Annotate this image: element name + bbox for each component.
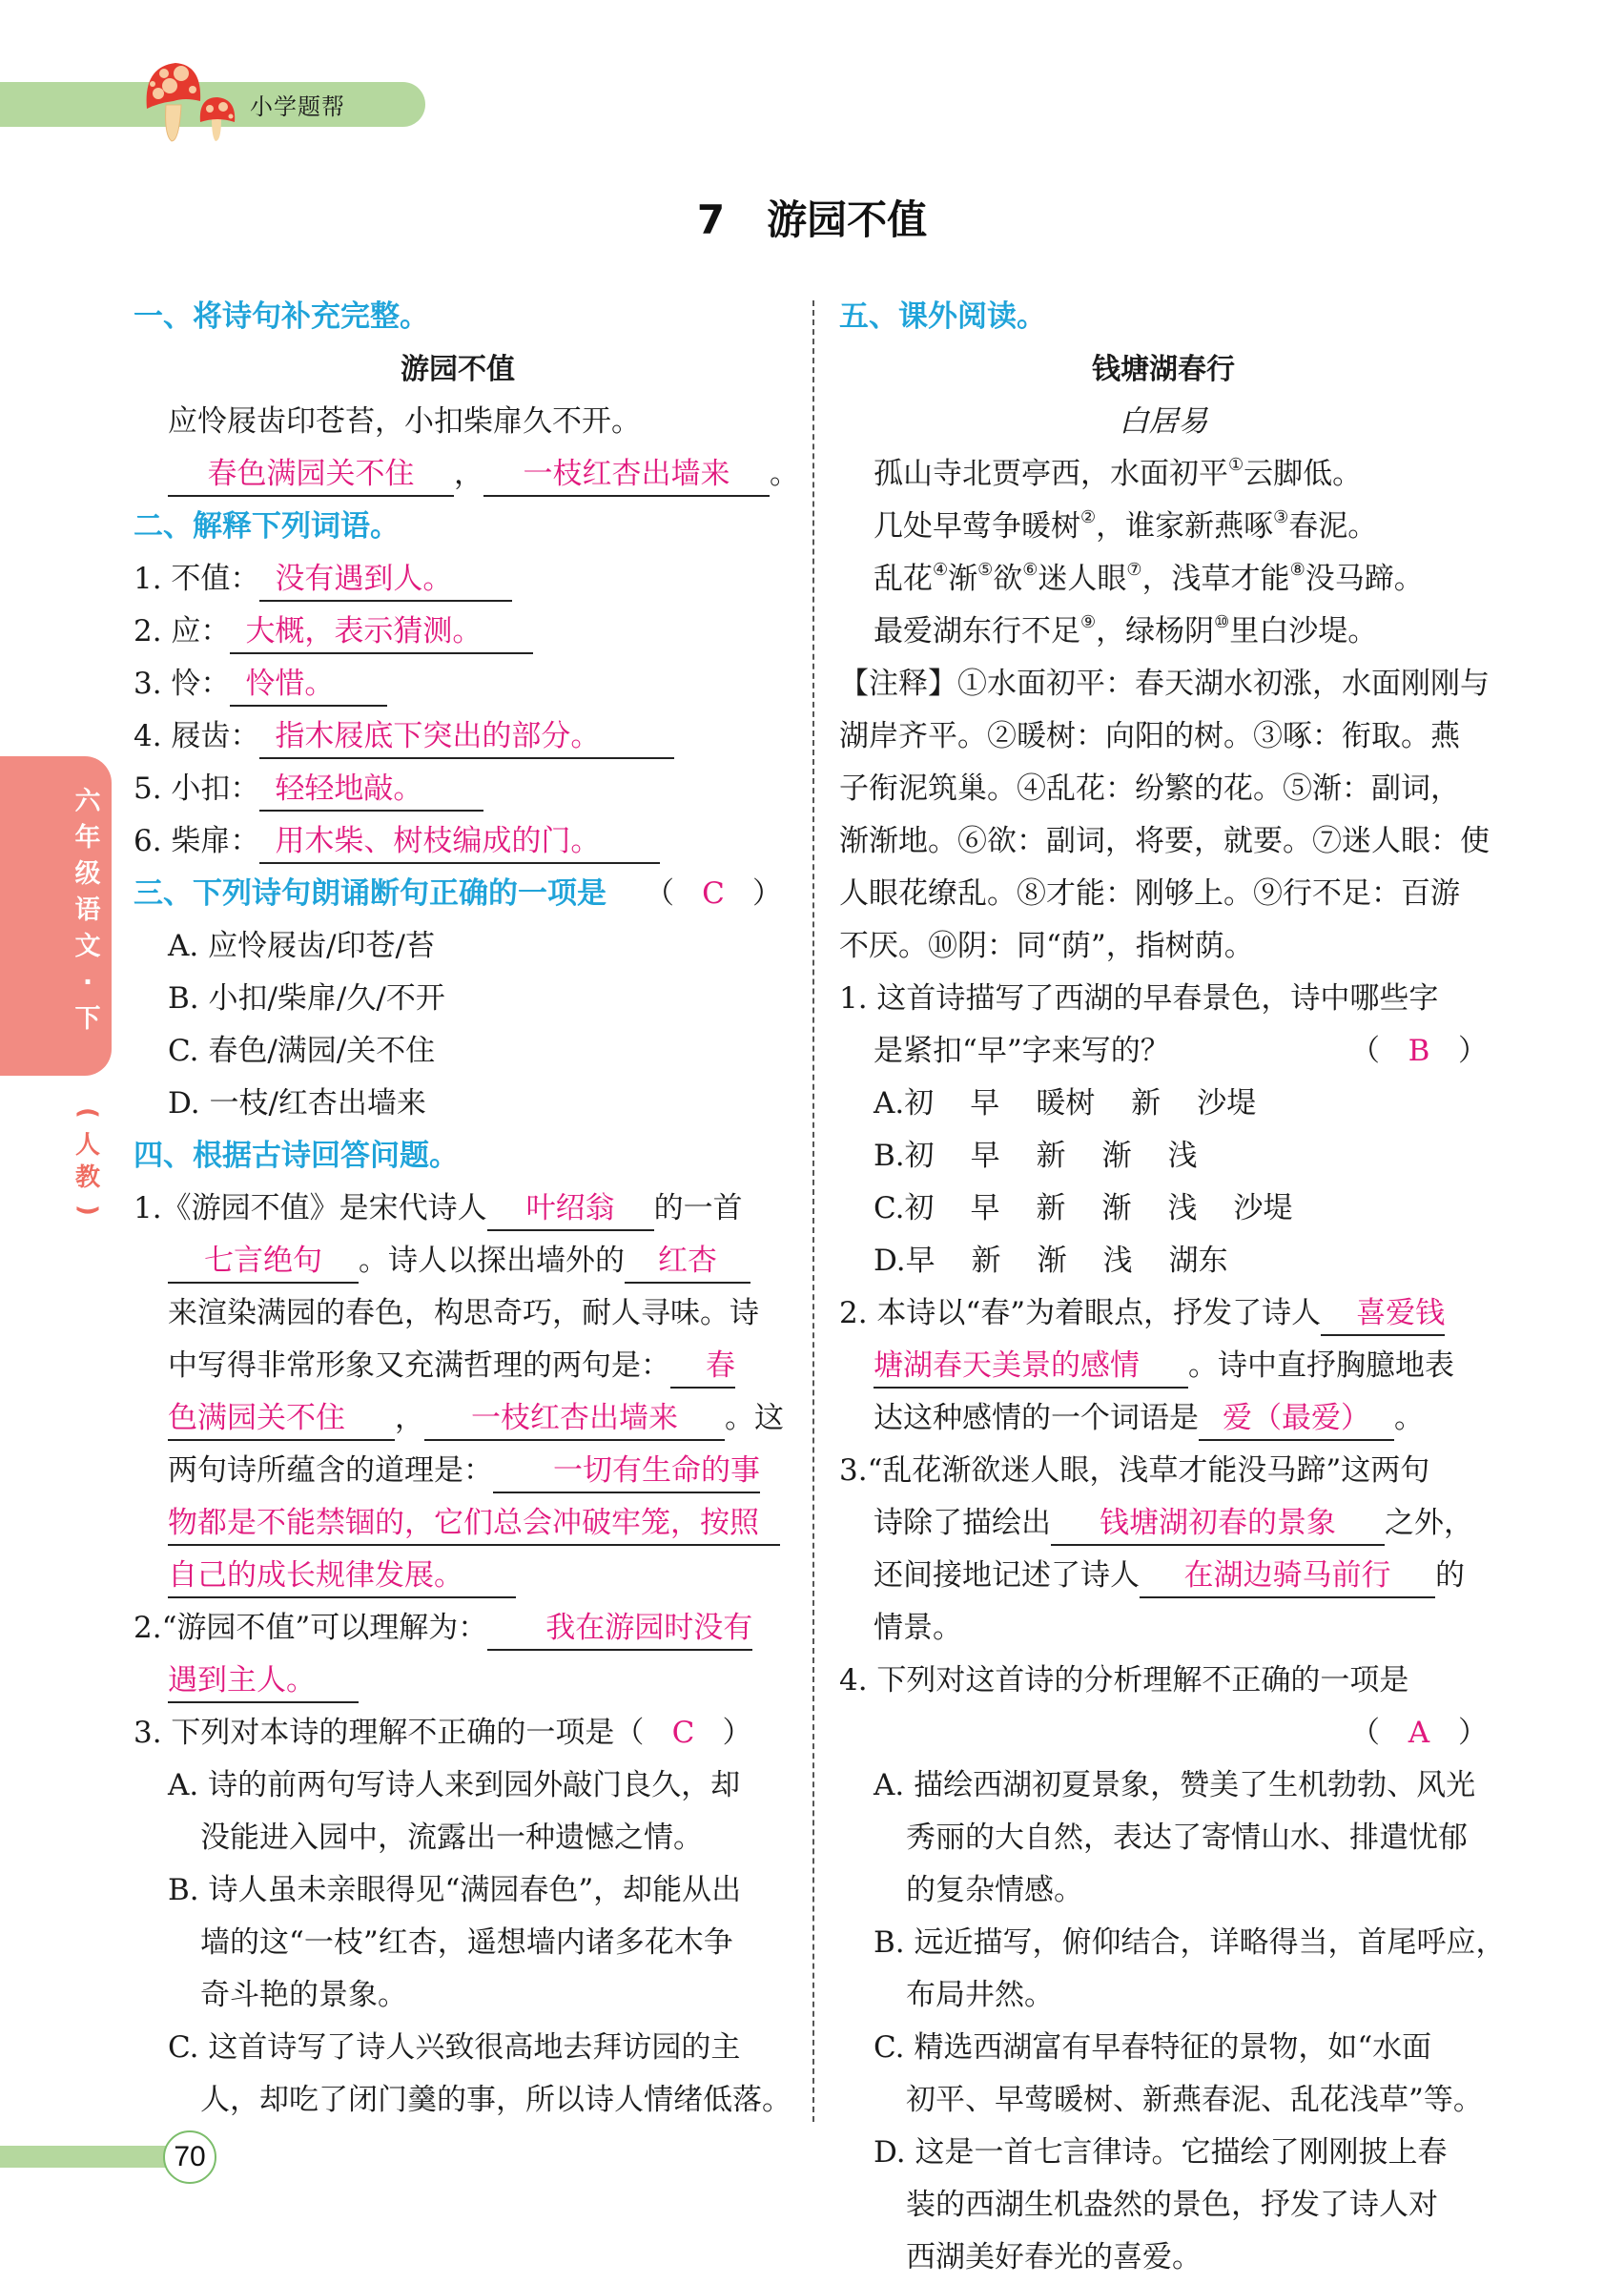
question-5-1: 1. 这首诗描写了西湖的早春景色，诗中哪些字 是紧扣“早”字来写的？ （ B ） A.初 早 暖树 新 沙堤 B.初 早 新 渐 浅 C.初 早 新 渐 浅 沙堤 D.早 新 渐 浅 湖东 (839, 973, 1488, 1287)
poem-author: 白居易 (1119, 404, 1208, 439)
answer-blank[interactable]: 物都是不能禁锢的，它们总会冲破牢笼，按照 (168, 1502, 780, 1546)
section-heading-3 (134, 868, 782, 920)
poem-title: 游园不值 (401, 353, 515, 386)
punct: ， (454, 457, 483, 491)
edition-char: ( (73, 1107, 102, 1119)
option-cont: 人，却吃了闭门羹的事，所以诗人情绪低落。 (200, 2083, 791, 2117)
vocab-label: 4. 屐齿： (134, 719, 260, 753)
answer-blank[interactable]: 一枝红杏出墙来 (424, 1397, 725, 1441)
poem-line: 应怜屐齿印苍苔，小扣柴扉久不开。 (168, 404, 641, 439)
vocab-item (134, 553, 782, 606)
tab-char: 六 (74, 787, 101, 816)
poem-title: 钱塘湖春行 (1092, 353, 1235, 386)
edition-label (70, 1097, 106, 1226)
footnote-mark: ⑦ (1126, 560, 1142, 580)
question-5-4: 4. 下列对这首诗的分析理解不正确的一项是 （ A ） A. 描绘西湖初夏景象，赞美了生机勃勃、风光 秀丽的大自然，表达了寄情山水、排遣忧郁 的复杂情感。 B. 远近描写，俯仰结合，详略得当，首尾呼应， 布局井然。 C. 精选西湖富有早春特征的景物，如“水面 初平、早莺暖树、新燕春泥、乱花浅草”等。 D. 这是一首七言律诗。它描绘了刚刚披上春 装的西湖生机盎然的景色，抒发了诗人对 西湖美好春光的喜爱。 (839, 1655, 1488, 2284)
lesson-number: 7 (696, 196, 726, 243)
q-text: 4. 下列对这首诗的分析理解不正确的一项是 (839, 1663, 1409, 1698)
edition-char: ) (73, 1204, 102, 1216)
answer-blank[interactable]: 红杏 (625, 1240, 750, 1284)
vocab-label: 2. 应： (134, 614, 231, 648)
tab-char: 语 (74, 895, 101, 925)
page-number: 70 (163, 2130, 216, 2184)
option: C. 这首诗写了诗人兴致很高地去拜访园的主 (168, 2030, 741, 2065)
section-heading-5: 五、课外阅读。 (839, 299, 1046, 334)
choice-answer[interactable]: C (702, 876, 725, 911)
column-divider (812, 300, 814, 2122)
option-cont: 初平、早莺暖树、新燕春泥、乱花浅草”等。 (906, 2083, 1483, 2117)
q-text: 是紧扣“早”字来写的？ (874, 1034, 1170, 1068)
note-line: 渐渐地。⑥欲：副词，将要，就要。⑦迷人眼：使 (839, 824, 1490, 858)
option: B. 诗人虽未亲眼得见“满园春色”，却能从出 (168, 1873, 742, 1907)
footnote-mark: ② (1080, 507, 1097, 527)
poem-text: 几处早莺争暖树 (874, 509, 1080, 544)
left-column (134, 291, 799, 2127)
q-text: 2.“游园不值”可以理解为： (134, 1611, 488, 1645)
option: A.初 早 暖树 新 沙堤 (874, 1086, 1257, 1121)
q-text: 2. 本诗以“春”为着眼点，抒发了诗人 (839, 1296, 1322, 1330)
footnote-mark: ④ (933, 560, 949, 580)
question-4-3 (134, 1707, 791, 2127)
q-text: 。诗人以探出墙外的 (359, 1244, 625, 1278)
tab-char: 年 (74, 823, 101, 853)
q-text: 。这 (725, 1401, 784, 1435)
option: B. 远近描写，俯仰结合，详略得当，首尾呼应， (874, 1925, 1506, 1960)
poem-text: ，浅草才能 (1141, 562, 1290, 596)
choice-answer[interactable]: B (1408, 1034, 1430, 1068)
tab-char: 级 (74, 859, 101, 889)
poem-line (839, 553, 1488, 606)
question-4-1 (134, 1183, 782, 1602)
poem-text: 里白沙堤。 (1229, 614, 1378, 648)
q-text: 达这种感情的一个词语是 (874, 1401, 1199, 1435)
section-heading-4: 四、根据古诗回答问题。 (134, 1139, 459, 1173)
answer-blank[interactable]: 大概，表示猜测。 (230, 610, 533, 654)
poem-text: ，谁家新燕啄 (1096, 509, 1274, 544)
answer-blank[interactable]: 一切有生命的事 (493, 1450, 760, 1493)
answer-blank[interactable]: 在湖边骑马前行 (1140, 1554, 1435, 1598)
answer-blank[interactable]: 轻轻地敲。 (259, 768, 483, 812)
footer-bar (0, 2146, 167, 2168)
option-cont: 西湖美好春光的喜爱。 (906, 2240, 1202, 2274)
poem-text: 最爱湖东行不足 (874, 614, 1080, 648)
option-cont: 布局井然。 (906, 1978, 1054, 2012)
annotations (839, 658, 1488, 973)
answer-blank[interactable]: 用木柴、树枝编成的门。 (259, 820, 660, 864)
section-heading-2: 二、解释下列词语。 (134, 509, 400, 544)
q-text: 两句诗所蕴含的道理是： (168, 1453, 493, 1488)
option-cont: 的复杂情感。 (906, 1873, 1083, 1907)
poem-text: 孤山寺北贾亭西，水面初平 (874, 457, 1228, 491)
tab-char: · (82, 968, 93, 998)
vocab-item (134, 710, 782, 763)
poem-text: 迷人眼 (1038, 562, 1127, 596)
note-line: 子衔泥筑巢。④乱花：纷繁的花。⑤渐：副词， (839, 772, 1460, 806)
option: D.早 新 渐 浅 湖东 (874, 1244, 1228, 1278)
option: C.初 早 新 渐 浅 沙堤 (874, 1191, 1293, 1225)
option: B.初 早 新 渐 浅 (874, 1139, 1198, 1173)
section-heading-1: 一、将诗句补充完整。 (134, 299, 429, 334)
poem-line (839, 606, 1488, 658)
q-text: 的一首 (653, 1191, 743, 1225)
vocab-item (134, 815, 782, 868)
mushroom-icon (145, 59, 250, 145)
answer-blank[interactable]: 一枝红杏出墙来 (483, 453, 770, 497)
answer-blank[interactable]: 叶绍翁 (487, 1187, 654, 1231)
answer-blank[interactable]: 钱塘湖初春的景象 (1051, 1502, 1385, 1546)
option-cont: 墙的这“一枝”红杏，遥想墙内诸多花木争 (200, 1925, 733, 1960)
punct: ， (395, 1401, 424, 1435)
vocab-label: 5. 小扣： (134, 772, 260, 806)
question-5-3 (839, 1445, 1488, 1655)
footnote-mark: ⑤ (977, 560, 994, 580)
q-text: 1. 这首诗描写了西湖的早春景色，诗中哪些字 (839, 981, 1439, 1016)
fill-line (134, 448, 799, 501)
option: D. 一枝/红杏出墙来 (168, 1086, 426, 1121)
punct: 。 (1394, 1401, 1424, 1435)
option: A. 诗的前两句写诗人来到园外敲门良久，却 (168, 1768, 741, 1802)
note-line: 湖岸齐平。②暖树：向阳的树。③啄：衔取。燕 (839, 719, 1460, 753)
answer-blank[interactable]: 爱（最爱） (1199, 1397, 1394, 1441)
lesson-title: 游园不值 (767, 196, 928, 243)
answer-blank[interactable]: 七言绝句 (168, 1240, 359, 1284)
poem-text: 欲 (993, 562, 1023, 596)
choice-answer[interactable]: C (671, 1716, 695, 1750)
question-5-2 (839, 1287, 1488, 1445)
answer-blank[interactable]: 遇到主人。 (168, 1659, 359, 1703)
option: B. 小扣/柴扉/久/不开 (168, 981, 445, 1016)
answer-blank[interactable]: 没有遇到人。 (259, 558, 512, 602)
q-text: 中写得非常形象又充满哲理的两句是： (168, 1348, 670, 1383)
q-text: 1.《游园不值》是宋代诗人 (134, 1191, 487, 1225)
option-cont: 没能进入园中，流露出一种遗憾之情。 (200, 1821, 703, 1855)
q-text: 之外， (1385, 1506, 1473, 1540)
q-text: 3.“乱花渐欲迷人眼，浅草才能没马蹄”这两句 (839, 1453, 1430, 1488)
edition-char: 教 (74, 1163, 100, 1192)
tab-char: 下 (74, 1004, 101, 1034)
vocab-label: 3. 怜： (134, 667, 231, 701)
footnote-mark: ③ (1273, 507, 1289, 527)
vocab-item (134, 658, 782, 710)
option-cont: 奇斗艳的景象。 (200, 1978, 407, 2012)
grade-tab-label (72, 784, 104, 1038)
q-text: 还间接地记述了诗人 (874, 1558, 1140, 1593)
option: A. 应怜屐齿/印苍/苔 (168, 929, 435, 963)
answer-blank[interactable]: 怜惜。 (230, 663, 387, 707)
footnote-mark: ⑧ (1289, 560, 1305, 580)
option-cont: 装的西湖生机盎然的景色，抒发了诗人对 (906, 2188, 1438, 2222)
note-line: 不厌。⑩阴：同“荫”，指树荫。 (839, 929, 1254, 963)
answer-blank[interactable]: 指木屐底下突出的部分。 (259, 715, 674, 759)
answer-blank[interactable]: 色满园关不住 (168, 1397, 395, 1441)
poem-text: 乱花 (874, 562, 933, 596)
vocab-item (134, 606, 782, 658)
poem-text: 春泥。 (1288, 509, 1378, 544)
q-text: 诗除了描绘出 (874, 1506, 1051, 1540)
poem-text: ，绿杨阴 (1096, 614, 1215, 648)
choice-answer[interactable]: A (1408, 1716, 1430, 1750)
tab-char: 文 (74, 932, 101, 961)
q-text: 情景。 (874, 1611, 962, 1645)
poem-line (839, 501, 1488, 553)
answer-blank[interactable]: 我在游园时没有 (487, 1607, 752, 1651)
option: C. 春色/满园/关不住 (168, 1034, 436, 1068)
edition-char: 人 (74, 1131, 100, 1160)
paren: （ (645, 876, 674, 911)
brand-label: 小学题帮 (250, 93, 345, 120)
option: C. 精选西湖富有早春特征的景物，如“水面 (874, 2030, 1432, 2065)
q-text: 来渲染满园的春色，构思奇巧，耐人寻味。诗 (168, 1296, 759, 1330)
q-text: 3. 下列对本诗的理解不正确的一项是（ (134, 1716, 645, 1750)
q-text: 的 (1435, 1558, 1465, 1593)
poem-text: 没马蹄。 (1305, 562, 1424, 596)
answer-blank[interactable]: 喜爱钱 (1321, 1292, 1445, 1336)
paren: ） (722, 1716, 752, 1750)
section-heading-text: 三、下列诗句朗诵断句正确的一项是 (134, 876, 606, 911)
poem-text: 渐 (948, 562, 978, 596)
answer-blank[interactable]: 塘湖春天美景的感情 (874, 1345, 1188, 1389)
option: D. 这是一首七言律诗。它描绘了刚刚披上春 (874, 2135, 1448, 2170)
vocab-item (134, 763, 782, 815)
poem-text: 云脚低。 (1244, 457, 1363, 491)
page-title (0, 189, 1624, 246)
paren: ） (752, 876, 782, 911)
poem-line (839, 448, 1488, 501)
answer-blank[interactable]: 春色满园关不住 (168, 453, 454, 497)
vocab-label: 1. 不值： (134, 562, 260, 596)
option-cont: 秀丽的大自然，表达了寄情山水、排遣忧郁 (906, 1821, 1468, 1855)
answer-blank[interactable]: 自己的成长规律发展。 (168, 1554, 516, 1598)
note-line: 【注释】①水面初平：春天湖水初涨，水面刚刚与 (839, 667, 1490, 701)
punct: 。 (770, 457, 799, 491)
footnote-mark: ⑥ (1022, 560, 1038, 580)
right-column (839, 291, 1506, 2284)
footnote-mark: ⑩ (1214, 612, 1230, 632)
vocab-label: 6. 柴扉： (134, 824, 260, 858)
question-4-2 (134, 1602, 782, 1707)
footnote-mark: ⑨ (1080, 612, 1097, 632)
q-text: 。诗中直抒胸臆地表 (1188, 1348, 1454, 1383)
footnote-mark: ① (1228, 455, 1244, 475)
option: A. 描绘西湖初夏景象，赞美了生机勃勃、风光 (874, 1768, 1476, 1802)
note-line: 人眼花缭乱。⑧才能：刚够上。⑨行不足：百游 (839, 876, 1460, 911)
answer-blank[interactable]: 春 (670, 1345, 735, 1389)
answer-paren (645, 868, 782, 920)
